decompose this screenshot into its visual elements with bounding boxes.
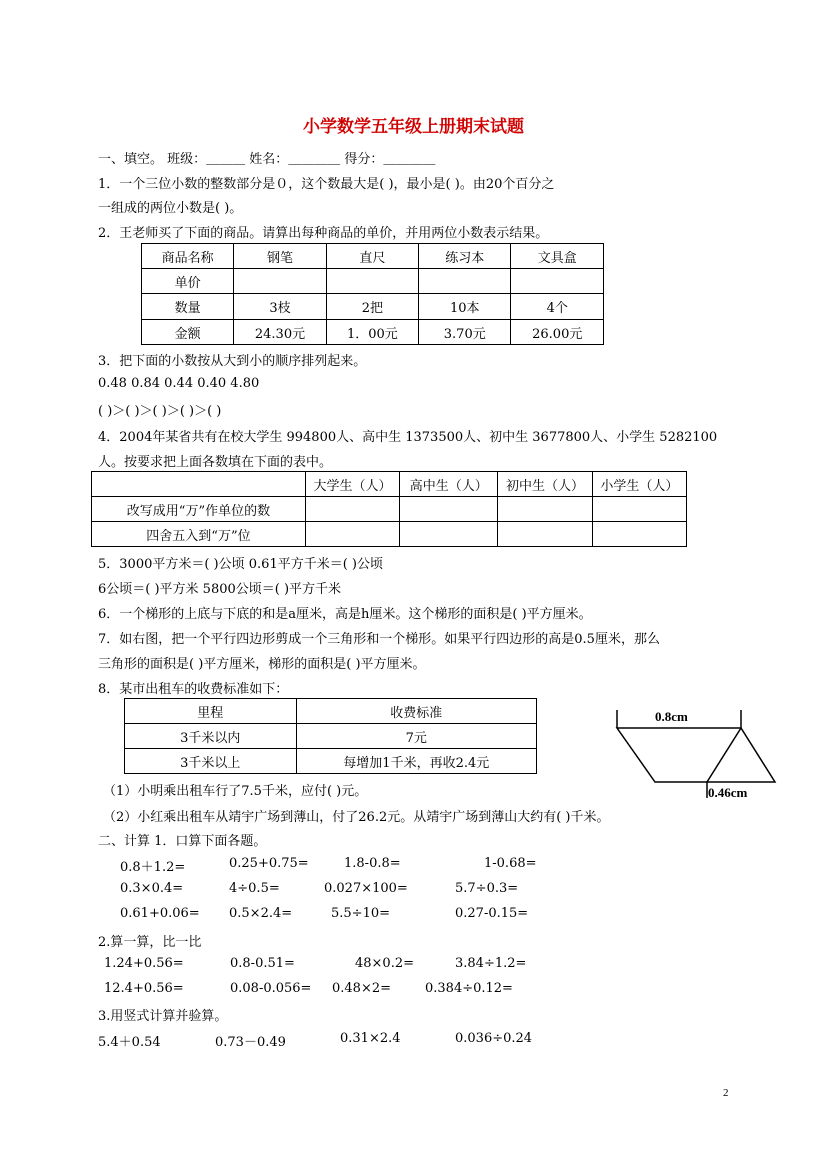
oral-item: 0.3×0.4= bbox=[120, 881, 184, 896]
q4-cell bbox=[498, 497, 592, 522]
q2-cell bbox=[326, 269, 418, 294]
compare-item: 12.4+0.56= bbox=[104, 981, 184, 996]
q4-cell bbox=[592, 522, 686, 547]
oral-item: 1-0.68= bbox=[484, 856, 537, 871]
page-title: 小学数学五年级上册期末试题 bbox=[303, 117, 524, 137]
q2-table bbox=[141, 243, 604, 345]
compare-item: 1.24+0.56= bbox=[104, 956, 184, 971]
q8-header-cell: 里程 bbox=[125, 699, 297, 724]
q2-header-cell: 文具盒 bbox=[511, 244, 604, 269]
q8-header-cell: 收费标准 bbox=[296, 699, 536, 724]
q2-cell: 2把 bbox=[326, 294, 418, 320]
q2-cell: 单价 bbox=[142, 269, 234, 294]
top-dimension-label: 0.8cm bbox=[655, 709, 688, 724]
oral-item: 0.25+0.75= bbox=[229, 856, 309, 871]
q4-header-cell: 大学生（人） bbox=[305, 472, 399, 497]
q4-line1: 4．2004年某省共有在校大学生 994800人、高中生 1373500人、初中生 3677800人、小学生 5282100 bbox=[98, 430, 718, 445]
q2-cell: 26.00元 bbox=[511, 320, 604, 345]
q2-cell: 24.30元 bbox=[234, 320, 326, 345]
vertical-item: 0.036÷0.24 bbox=[455, 1031, 533, 1046]
parallelogram-figure bbox=[605, 700, 785, 805]
q8-table bbox=[124, 698, 537, 774]
compare-heading: 2.算一算，比一比 bbox=[98, 935, 202, 950]
q8-cell: 每增加1千米，再收2.4元 bbox=[296, 749, 536, 774]
q4-cell bbox=[400, 497, 498, 522]
q4-cell bbox=[592, 497, 686, 522]
q4-table bbox=[91, 471, 687, 547]
q2-cell: 10本 bbox=[419, 294, 511, 320]
q3-numbers: 0.48 0.84 0.44 0.40 4.80 bbox=[98, 376, 260, 391]
oral-item: 0.27-0.15= bbox=[455, 906, 529, 921]
oral-item: 0.027×100= bbox=[324, 881, 408, 896]
q4-cell bbox=[400, 522, 498, 547]
page-number: 2 bbox=[723, 1087, 729, 1099]
q8-cell: 7元 bbox=[296, 724, 536, 749]
q1-line2: 一组成的两位小数是( )。 bbox=[98, 201, 243, 216]
q4-cell bbox=[305, 522, 399, 547]
vertical-heading: 3.用竖式计算并验算。 bbox=[98, 1009, 228, 1024]
q2-cell: 3.70元 bbox=[419, 320, 511, 345]
oral-item: 5.7÷0.3= bbox=[455, 881, 519, 896]
q8-cell: 3千米以内 bbox=[125, 724, 297, 749]
q4-cell bbox=[305, 497, 399, 522]
vertical-item: 5.4＋0.54 bbox=[98, 1035, 161, 1050]
q4-cell: 四舍五入到“万”位 bbox=[92, 522, 306, 547]
cut-line bbox=[707, 728, 741, 782]
q4-header-cell bbox=[92, 472, 306, 497]
oral-item: 0.5×2.4= bbox=[229, 906, 293, 921]
q8-cell: 3千米以上 bbox=[125, 749, 297, 774]
vertical-item: 0.31×2.4 bbox=[340, 1031, 401, 1046]
q5-line1: 5．3000平方米＝( )公顷 0.61平方千米＝( )公顷 bbox=[98, 557, 383, 572]
compare-item: 0.8-0.51= bbox=[230, 956, 295, 971]
compare-item: 0.48×2= bbox=[332, 981, 392, 996]
compare-item: 0.08-0.056= bbox=[230, 981, 312, 996]
q2-cell: 3枝 bbox=[234, 294, 326, 320]
q4-header-cell: 初中生（人） bbox=[498, 472, 592, 497]
q4-header-cell: 高中生（人） bbox=[400, 472, 498, 497]
q2-cell: 1．00元 bbox=[326, 320, 418, 345]
oral-item: 5.5÷10= bbox=[331, 906, 391, 921]
q4-header-cell: 小学生（人） bbox=[592, 472, 686, 497]
q7-line1: 7．如右图，把一个平行四边形剪成一个三角形和一个梯形。如果平行四边形的高是0.5厘米，那么 bbox=[98, 632, 660, 647]
q8-sub1: （1）小明乘出租车行了7.5千米，应付( )元。 bbox=[103, 784, 368, 799]
q4-line2: 人。按要求把上面各数填在下面的表中。 bbox=[98, 455, 333, 470]
q3-blanks: ( )＞( )＞( )＞( )＞( ) bbox=[98, 404, 222, 419]
q7-line2: 三角形的面积是( )平方厘米，梯形的面积是( )平方厘米。 bbox=[98, 657, 426, 672]
q1-line1: 1．一个三位小数的整数部分是０，这个数最大是( )，最小是( )。由20个百分之 bbox=[98, 177, 555, 192]
compare-item: 0.384÷0.12= bbox=[425, 981, 513, 996]
q2-cell: 4个 bbox=[511, 294, 604, 320]
q2-header-cell: 商品名称 bbox=[142, 244, 234, 269]
q2-header-cell: 直尺 bbox=[326, 244, 418, 269]
compare-item: 3.84÷1.2= bbox=[455, 956, 527, 971]
q5-line2: 6公顷＝( )平方米 5800公顷＝( )平方千米 bbox=[98, 582, 342, 597]
vertical-item: 0.73－0.49 bbox=[215, 1035, 286, 1050]
q8-text: 8．某市出租车的收费标准如下： bbox=[98, 682, 289, 697]
q4-cell bbox=[498, 522, 592, 547]
header-line: 一、填空。 班级：＿＿＿ 姓名：＿＿＿＿ 得分：＿＿＿＿ bbox=[98, 152, 436, 167]
q2-header-cell: 练习本 bbox=[419, 244, 511, 269]
q2-cell bbox=[511, 269, 604, 294]
q2-text: 2．王老师买了下面的商品。请算出每种商品的单价，并用两位小数表示结果。 bbox=[98, 226, 549, 241]
q2-cell: 数量 bbox=[142, 294, 234, 320]
q2-cell bbox=[419, 269, 511, 294]
section2-heading: 二、计算 1．口算下面各题。 bbox=[98, 834, 267, 849]
oral-item: 0.61+0.06= bbox=[120, 906, 200, 921]
oral-item: 0.8＋1.2= bbox=[120, 860, 186, 875]
q2-header-cell: 钢笔 bbox=[234, 244, 326, 269]
q3-text: 3．把下面的小数按从大到小的顺序排列起来。 bbox=[98, 354, 367, 369]
q4-cell: 改写成用“万”作单位的数 bbox=[92, 497, 306, 522]
oral-item: 1.8-0.8= bbox=[344, 856, 401, 871]
q8-sub2: （2）小红乘出租车从靖宇广场到薄山，付了26.2元。从靖宇广场到薄山大约有( )千米。 bbox=[103, 810, 610, 825]
q2-cell bbox=[234, 269, 326, 294]
q2-cell: 金额 bbox=[142, 320, 234, 345]
compare-item: 48×0.2= bbox=[355, 956, 415, 971]
q6-text: 6．一个梯形的上底与下底的和是a厘米，高是h厘米。这个梯形的面积是( )平方厘米。 bbox=[98, 607, 592, 622]
parallelogram-shape bbox=[617, 728, 775, 782]
bottom-dimension-label: 0.46cm bbox=[708, 785, 748, 800]
oral-item: 4÷0.5= bbox=[229, 881, 280, 896]
